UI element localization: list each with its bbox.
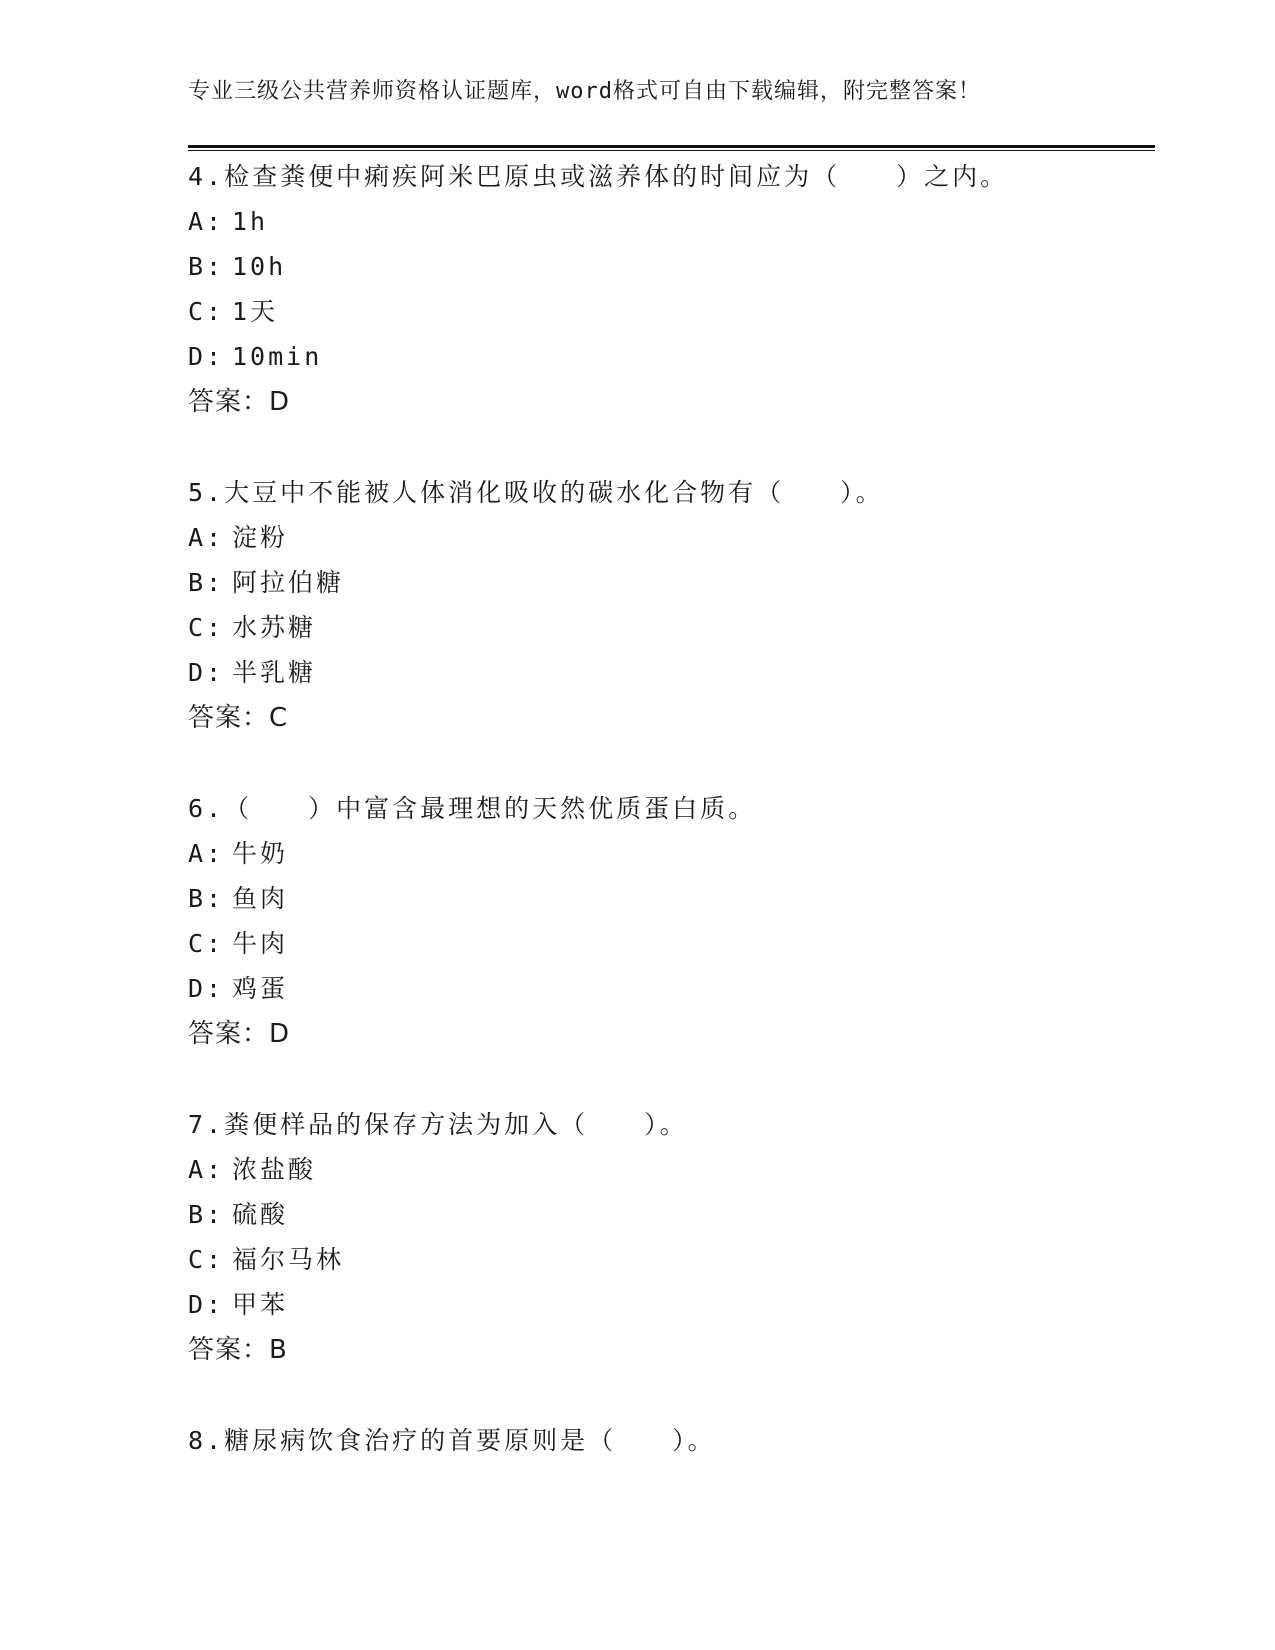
option-c [188, 297, 1168, 327]
option-a [188, 523, 1168, 553]
question-block [188, 794, 1168, 1049]
option-key: D: [188, 1290, 225, 1319]
question-stem: 8.糖尿病饮食治疗的首要原则是（ ）。 [188, 1426, 716, 1455]
option-a [188, 207, 1168, 237]
question-stem: 5.大豆中不能被人体消化吸收的碳水化合物有（ ）。 [188, 478, 884, 507]
option-a [188, 1155, 1168, 1185]
answer-line: 答案：B [188, 1335, 288, 1365]
option-key: A: [188, 839, 225, 868]
option-b [188, 1200, 1168, 1230]
option-text: 淀粉 [232, 523, 289, 552]
option-key: B: [188, 1200, 225, 1229]
answer-line: 答案：D [188, 1019, 291, 1049]
option-a [188, 839, 1168, 869]
option-text: 1h [232, 207, 269, 236]
option-text: 半乳糖 [232, 658, 317, 687]
option-text: 鸡蛋 [232, 974, 289, 1003]
option-key: D: [188, 974, 225, 1003]
option-text: 浓盐酸 [232, 1155, 317, 1184]
option-text: 牛肉 [232, 929, 289, 958]
option-key: C: [188, 297, 225, 326]
question-stem: 4.检查粪便中痢疾阿米巴原虫或滋养体的时间应为（ ）之内。 [188, 162, 1009, 191]
option-c [188, 613, 1168, 643]
header-divider [188, 145, 1155, 151]
option-text: 硫酸 [232, 1200, 289, 1229]
option-key: A: [188, 1155, 225, 1184]
option-key: B: [188, 884, 225, 913]
option-text: 鱼肉 [232, 884, 289, 913]
answer-line: 答案：D [188, 387, 291, 417]
option-c [188, 1245, 1168, 1275]
option-text: 甲苯 [232, 1290, 289, 1319]
option-key: A: [188, 523, 225, 552]
question-block [188, 478, 1168, 733]
question-block [188, 162, 1168, 417]
option-c [188, 929, 1168, 959]
option-b [188, 884, 1168, 914]
option-b [188, 252, 1168, 282]
question-stem: 6.（ ）中富含最理想的天然优质蛋白质。 [188, 794, 757, 823]
option-key: C: [188, 613, 225, 642]
option-key: C: [188, 1245, 225, 1274]
option-text: 10min [232, 342, 323, 371]
question-stem: 7.粪便样品的保存方法为加入（ ）。 [188, 1110, 688, 1139]
option-text: 10h [232, 252, 287, 281]
option-text: 阿拉伯糖 [232, 568, 345, 597]
option-key: B: [188, 252, 225, 281]
option-key: C: [188, 929, 225, 958]
option-d [188, 1290, 1168, 1320]
option-text: 水苏糖 [232, 613, 317, 642]
option-text: 福尔马林 [232, 1245, 345, 1274]
option-d [188, 342, 1168, 372]
question-block [188, 1426, 1168, 1456]
option-b [188, 568, 1168, 598]
option-d [188, 658, 1168, 688]
answer-line: 答案：C [188, 703, 289, 733]
option-key: D: [188, 658, 225, 687]
option-text: 牛奶 [232, 839, 289, 868]
option-d [188, 974, 1168, 1004]
option-text: 1天 [232, 297, 279, 326]
page-header: 专业三级公共营养师资格认证题库，word格式可自由下载编辑，附完整答案！ [188, 79, 981, 104]
option-key: B: [188, 568, 225, 597]
option-key: A: [188, 207, 225, 236]
question-block [188, 1110, 1168, 1365]
option-key: D: [188, 342, 225, 371]
